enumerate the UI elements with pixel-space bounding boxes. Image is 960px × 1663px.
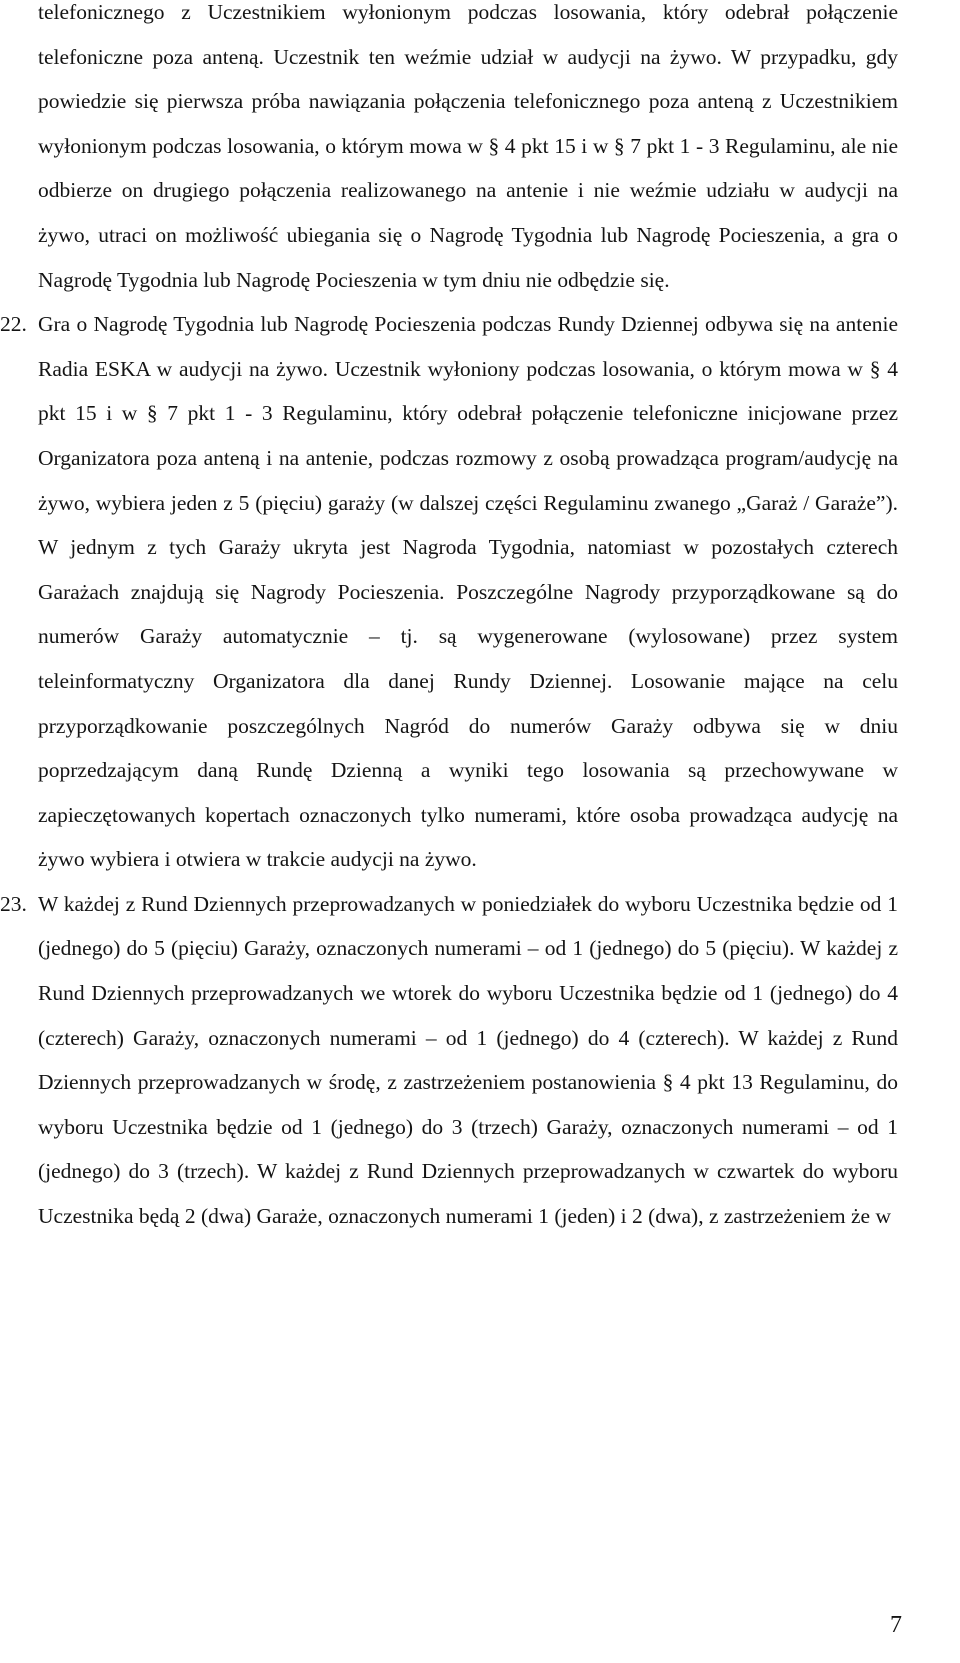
item-number: 22.: [0, 312, 27, 337]
list-item-23: [0, 882, 898, 1239]
continuation-paragraph: telefonicznego z Uczestnikiem wyłonionym podczas losowania, który odebrał połączenie telefoniczne poza anteną. Uczestnik ten weźmie udział w audycji na żywo. W przypadku, gdy powiedzie się pierwsza próba nawiązania połączenia telefonicznego poza anteną z Uczestnikiem wyłonionym podczas losowania, o którym mowa w § 4 pkt 15 i w § 7 pkt 1 - 3 Regulaminu, ale nie odbierze on drugiego połączenia realizowanego na antenie i nie weźmie udziału w audycji na żywo, utraci on możliwość ubiegania się o Nagrodę Tygodnia lub Nagrodę Pocieszenia, a gra o Nagrodę Tygodnia lub Nagrodę Pocieszenia w tym dniu nie odbędzie się.: [38, 0, 898, 292]
item-text: Gra o Nagrodę Tygodnia lub Nagrodę Pocieszenia podczas Rundy Dziennej odbywa się na antenie Radia ESKA w audycji na żywo. Uczestnik wyłoniony podczas losowania, o którym mowa w § 4 pkt 15 i w § 7 pkt 1 - 3 Regulaminu, który odebrał połączenie telefoniczne inicjowane przez Organizatora poza anteną i na antenie, podczas rozmowy z osobą prowadząca program/audycję na żywo, wybiera jeden z 5 (pięciu) garaży (w dalszej części Regulaminu zwanego „Garaż / Garaże”). W jednym z tych Garaży ukryta jest Nagroda Tygodnia, natomiast w pozostałych czterech Garażach znajdują się Nagrody Pocieszenia. Poszczególne Nagrody przyporządkowane są do numerów Garaży automatycznie – tj. są wygenerowane (wylosowane) przez system teleinformatyczny Organizatora dla danej Rundy Dziennej. Losowanie mające na celu przyporządkowanie poszczególnych Nagród do numerów Garaży odbywa się w dniu poprzedzającym daną Rundę Dzienną a wyniki tego losowania są przechowywane w zapieczętowanych kopertach oznaczonych tylko numerami, które osoba prowadząca audycję na żywo wybiera i otwiera w trakcie audycji na żywo.: [38, 312, 898, 872]
item-number: 23.: [0, 891, 27, 916]
item-text: W każdej z Rund Dziennych przeprowadzanych w poniedziałek do wyboru Uczestnika będzie od 1 (jednego) do 5 (pięciu) Garaży, oznaczonych numerami – od 1 (jednego) do 5 (pięciu). W każdej z Rund Dziennych przeprowadzanych we wtorek do wyboru Uczestnika będzie od 1 (jednego) do 4 (czterech) Garaży, oznaczonych numerami – od 1 (jednego) do 4 (czterech). W każdej z Rund Dziennych przeprowadzanych w środę, z zastrzeżeniem postanowienia § 4 pkt 13 Regulaminu, do wyboru Uczestnika będzie od 1 (jednego) do 3 (trzech) Garaży, oznaczonych numerami – od 1 (jednego) do 3 (trzech). W każdej z Rund Dziennych przeprowadzanych w czwartek do wyboru Uczestnika będą 2 (dwa) Garaże, oznaczonych numerami 1 (jeden) i 2 (dwa), z zastrzeżeniem że w: [38, 891, 898, 1229]
page-number: 7: [890, 1612, 902, 1638]
list-item-22: [0, 302, 898, 882]
